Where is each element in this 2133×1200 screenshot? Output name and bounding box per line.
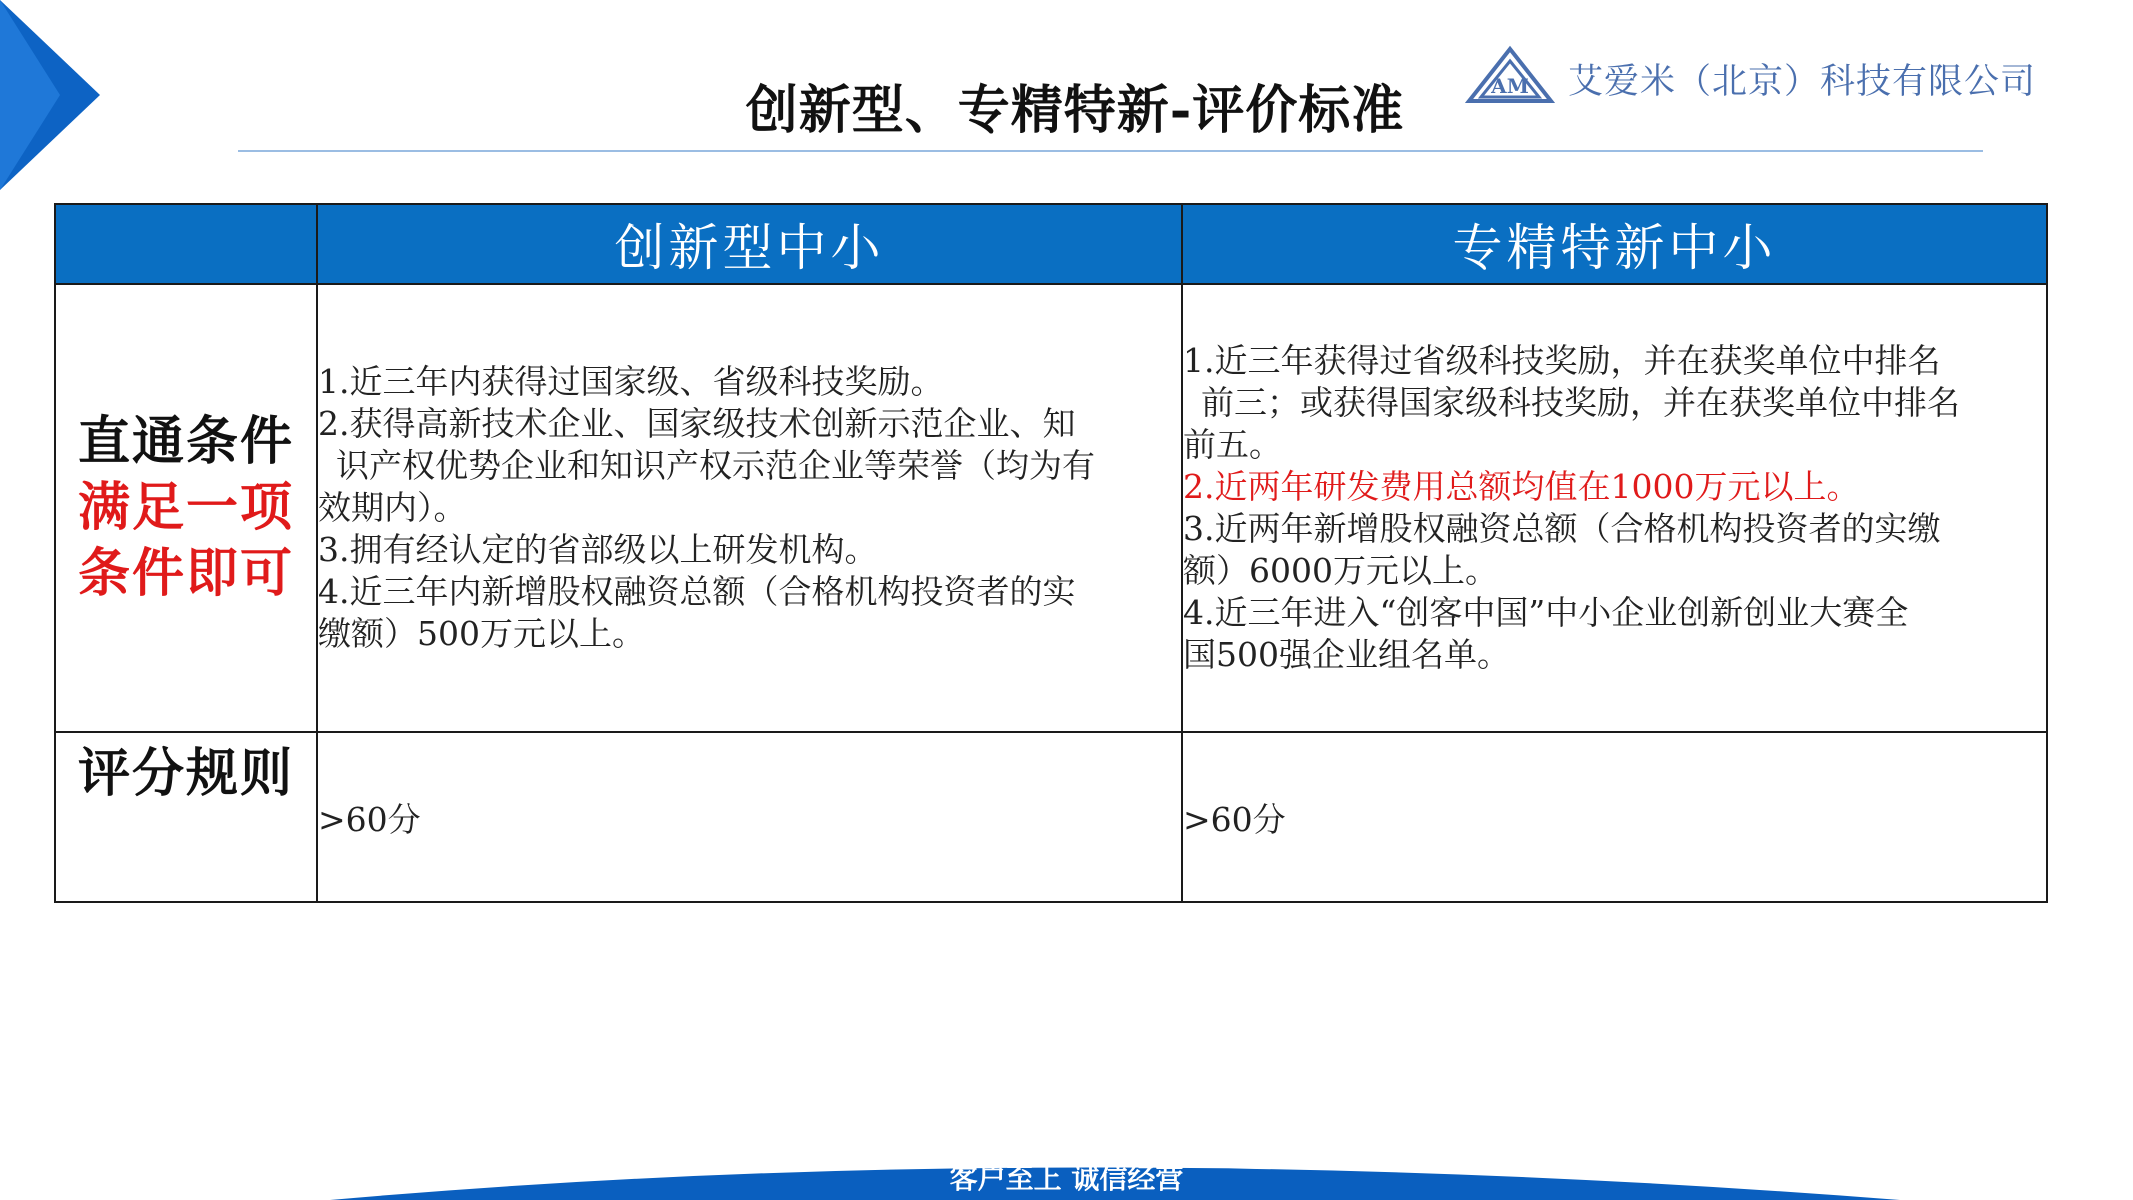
label-meet-one: 满足一项 bbox=[77, 477, 294, 538]
header-innovative-sme: 创新型中小 bbox=[317, 204, 1182, 284]
innovative-conditions-cell bbox=[317, 284, 1182, 732]
specialized-score: >60分 bbox=[1182, 732, 2047, 902]
condition-line: 2.获得高新技术企业、国家级技术创新示范企业、知 bbox=[318, 404, 1076, 443]
condition-line-highlight: 2.近两年研发费用总额均值在1000万元以上。 bbox=[1183, 467, 1860, 506]
footer-slogan: 客户至上 诚信经营 bbox=[949, 1162, 1184, 1195]
condition-line: 1.近三年内获得过国家级、省级科技奖励。 bbox=[318, 362, 944, 401]
corner-arrow-decoration bbox=[0, 0, 100, 190]
company-name: 艾爱米（北京）科技有限公司 bbox=[1568, 62, 2037, 102]
header-empty-cell bbox=[55, 204, 317, 284]
header-divider bbox=[238, 150, 1983, 152]
condition-line: 效期内）。 bbox=[318, 488, 467, 527]
innovative-score: >60分 bbox=[317, 732, 1182, 902]
condition-line: 4.近三年进入“创客中国”中小企业创新创业大赛全 bbox=[1183, 593, 1909, 632]
page-title: 创新型、专精特新-评价标准 bbox=[745, 80, 1405, 141]
condition-line: 国500强企业组名单。 bbox=[1183, 635, 1510, 674]
condition-line: 4.近三年内新增股权融资总额（合格机构投资者的实 bbox=[318, 572, 1076, 611]
svg-text:AM: AM bbox=[1491, 74, 1529, 98]
label-direct-conditions: 直通条件 bbox=[77, 411, 294, 472]
row-label-scoring-rules: 评分规则 bbox=[55, 732, 317, 902]
condition-line: 缴额）500万元以上。 bbox=[318, 614, 645, 653]
condition-line: 前三；或获得国家级科技奖励，并在获奖单位中排名 bbox=[1201, 383, 1960, 422]
condition-line: 前五。 bbox=[1183, 425, 1282, 464]
row-label-direct-conditions bbox=[55, 284, 317, 732]
header-specialized-sme: 专精特新中小 bbox=[1182, 204, 2047, 284]
label-condition-suffices: 条件即可 bbox=[77, 543, 294, 604]
criteria-table bbox=[54, 203, 2048, 903]
condition-line: 额）6000万元以上。 bbox=[1183, 551, 1498, 590]
company-logo bbox=[1465, 45, 1555, 105]
condition-line: 识产权优势企业和知识产权示范企业等荣誉（均为有 bbox=[336, 446, 1095, 485]
condition-line: 3.近两年新增股权融资总额（合格机构投资者的实缴 bbox=[1183, 509, 1941, 548]
table-row-direct-conditions bbox=[55, 284, 2047, 732]
specialized-conditions-cell bbox=[1182, 284, 2047, 732]
condition-line: 3.拥有经认定的省部级以上研发机构。 bbox=[318, 530, 878, 569]
condition-line: 1.近三年获得过省级科技奖励，并在获奖单位中排名 bbox=[1183, 341, 1941, 380]
table-row-scoring-rules bbox=[55, 732, 2047, 902]
table-header-row bbox=[55, 204, 2047, 284]
